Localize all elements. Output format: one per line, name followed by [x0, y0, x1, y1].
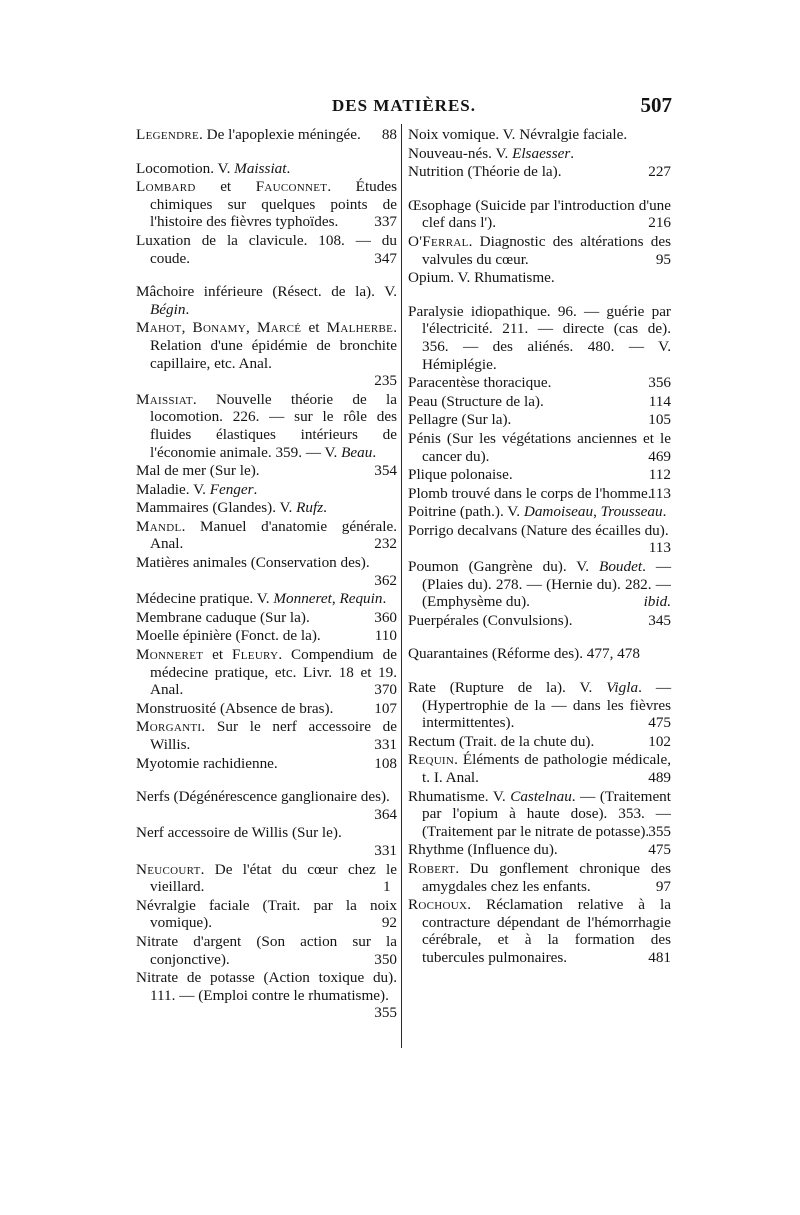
index-entry: Nerf accessoire de Willis (Sur le). 331 — [136, 824, 397, 859]
index-entry: Porrigo decalvans (Nature des écailles du). 113 — [408, 521, 671, 557]
index-entry: Myotomie rachidienne. 108 — [136, 754, 397, 772]
index-entry: Mandl. Manuel d'anatomie générale. Anal. 232 — [136, 517, 397, 553]
index-entry: Maissiat. Nouvelle théorie de la locomotion. 226. — sur le rôle des fluides élastiques intérieurs de l'économie animale. 359. — V. Beau. — [136, 390, 397, 461]
index-entry: Rochoux. Réclamation relative à la contracture dépendant de l'hémorrhagie cérébrale, et à la formation des tubercules pulmonaires. 481 — [408, 896, 671, 966]
index-entry: Neucourt. De l'état du cœur chez le vieillard. 1 — [136, 860, 397, 896]
column-divider — [401, 124, 402, 1048]
index-entry: Lombard et Fauconnet. Études chimiques sur quelques points de l'histoire des fièvres typhoïdes. 337 — [136, 178, 397, 231]
index-entry: Opium. V. Rhumatisme. — [408, 269, 555, 287]
index-entry: Poumon (Gangrène du). V. Boudet. — (Plaies du). 278. — (Hernie du). 282. — (Emphysème du). ibid. — [408, 558, 671, 611]
index-entry: Plomb trouvé dans le corps de l'homme. 113 — [408, 484, 671, 502]
index-entry: O'Ferral. Diagnostic des altérations des valvules du cœur. 95 — [408, 232, 671, 268]
index-entry: Monstruosité (Absence de bras). 107 — [136, 699, 397, 717]
index-entry: Rhythme (Influence du). 475 — [408, 841, 671, 859]
running-title: DES MATIÈRES. — [332, 96, 476, 115]
index-entry: Mâchoire inférieure (Résect. de la). V. Bégin. — [136, 283, 397, 318]
index-entry: Membrane caduque (Sur la). 360 — [136, 608, 397, 626]
page-number: 507 — [640, 93, 672, 117]
index-entry: Nitrate d'argent (Son action sur la conjonctive). 350 — [136, 932, 397, 968]
index-entry: Paracentèse thoracique. 356 — [408, 374, 671, 392]
index-entry: Pellagre (Sur la). 105 — [408, 411, 671, 429]
index-entry: Poitrine (path.). V. Damoiseau, Trousseau. — [408, 503, 667, 521]
index-entry: Mal de mer (Sur le). 354 — [136, 462, 397, 480]
index-entry: Matières animales (Conservation des). 362 — [136, 554, 397, 589]
index-entry: Rhumatisme. V. Castelnau. — (Traitement par l'opium à haute dose). 353. — (Traitement par le nitrate de potasse). 355 — [408, 787, 671, 840]
index-entry: Quarantaines (Réforme des). 477, 478 — [408, 645, 640, 663]
index-entry: Médecine pratique. V. Monneret, Requin. — [136, 590, 387, 608]
index-entry: Névralgie faciale (Trait. par la noix vomique). 92 — [136, 896, 397, 932]
index-entry: Legendre. De l'apoplexie méningée. 88 — [136, 126, 397, 143]
index-entry: Robert. Du gonflement chronique des amygdales chez les enfants. 97 — [408, 859, 671, 895]
index-entry: Paralysie idiopathique. 96. — guérie par l'électricité. 211. — directe (cas de). 356. — des aliénés. 480. — V. Hémiplégie. — [408, 302, 671, 373]
page-header — [136, 93, 672, 122]
index-entry: Nouveau-nés. V. Elsaesser. — [408, 144, 575, 162]
index-entry: Pénis (Sur les végétations anciennes et le cancer du). 469 — [408, 429, 671, 465]
index-entry: Morganti. Sur le nerf accessoire de Willis. 331 — [136, 718, 397, 753]
index-entry: Luxation de la clavicule. 108. — du coude. 347 — [136, 231, 397, 267]
index-entry: Requin. Éléments de pathologie médicale, t. I. Anal. 489 — [408, 751, 671, 786]
index-entry: Nitrate de potasse (Action toxique du). 111. — (Emploi contre le rhumatisme). 355 — [136, 969, 397, 1022]
index-entry: Moelle épinière (Fonct. de la). 110 — [136, 627, 397, 645]
index-entry: Peau (Structure de la). 114 — [408, 392, 671, 410]
index-entry: Mahot, Bonamy, Marcé et Malherbe. Relation d'une épidémie de bronchite capillaire, etc. Anal. 235 — [136, 319, 397, 390]
index-column-right — [408, 126, 671, 968]
index-entry: Monneret et Fleury. Compendium de médecine pratique, etc. Livr. 18 et 19. Anal. 370 — [136, 646, 397, 699]
index-entry: Rate (Rupture de la). V. Vigla. — (Hypertrophie de la — dans les fièvres intermittentes). 475 — [408, 679, 672, 732]
index-entry: Noix vomique. V. Névralgie faciale. — [408, 126, 628, 143]
index-entry: Puerpérales (Convulsions). 345 — [408, 611, 671, 629]
index-entry: Œsophage (Suicide par l'introduction d'une clef dans l'). 216 — [408, 196, 671, 232]
index-entry: Locomotion. V. Maissiat. — [136, 159, 291, 177]
index-entry: Nutrition (Théorie de la). 227 — [408, 163, 671, 181]
index-column-left — [136, 126, 397, 1023]
index-entry: Nerfs (Dégénérescence ganglionaire des). 364 — [136, 788, 397, 823]
index-entry: Rectum (Trait. de la chute du). 102 — [408, 732, 671, 750]
index-entry: Maladie. V. Fenger. — [136, 480, 258, 498]
index-entry: Mammaires (Glandes). V. Rufz. — [136, 499, 327, 517]
index-entry: Plique polonaise. 112 — [408, 466, 671, 484]
